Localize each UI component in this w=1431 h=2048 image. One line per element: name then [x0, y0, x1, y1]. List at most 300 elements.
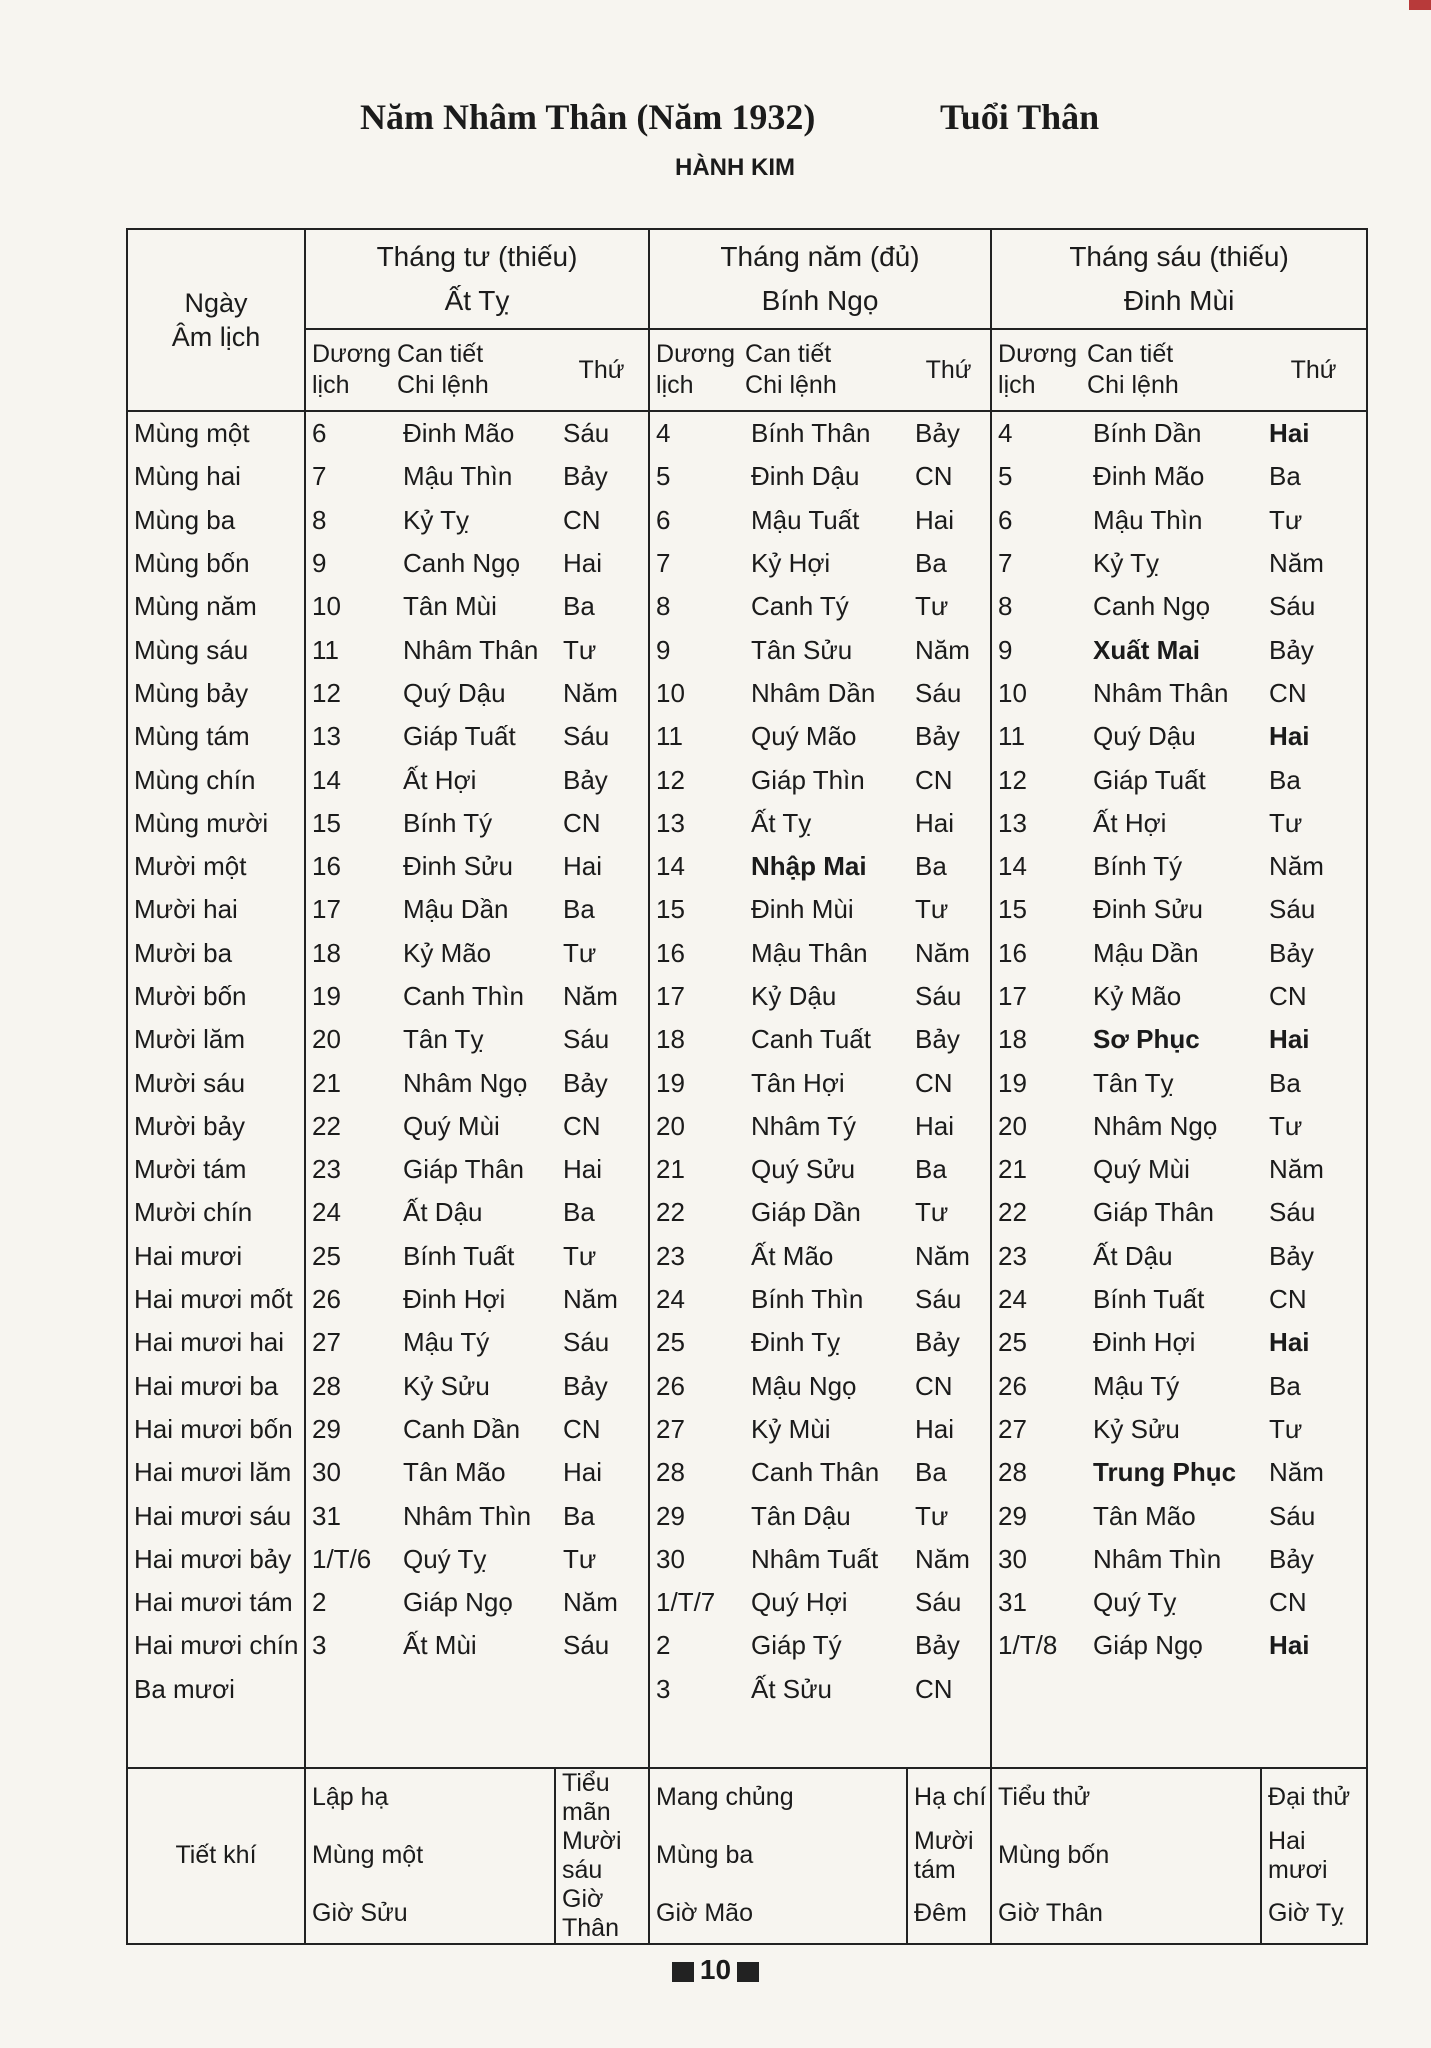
canchi: Kỷ Sửu	[403, 1370, 490, 1401]
solar-date: 7	[998, 548, 1013, 579]
canchi: Quý Tỵ	[1093, 1587, 1177, 1618]
weekday: Tư	[1261, 1408, 1367, 1451]
weekday: Sáu	[555, 1624, 649, 1667]
canchi: Nhâm Tý	[751, 1110, 857, 1141]
weekday: Sáu	[555, 1321, 649, 1364]
spacer-cell	[127, 1711, 305, 1768]
weekday: Sáu	[1261, 888, 1367, 931]
canchi: Đinh Sửu	[1093, 894, 1203, 925]
header-text: lịch	[656, 371, 694, 399]
weekday: Sáu	[907, 1278, 991, 1321]
solar-term-value: Hai mươi	[1261, 1827, 1367, 1885]
table-row	[127, 628, 1367, 671]
canchi: Nhâm Dần	[751, 677, 876, 708]
canchi: Giáp Tuất	[1093, 764, 1206, 795]
canchi: Giáp Thìn	[751, 764, 865, 795]
month-canchi: Bính Ngọ	[761, 285, 879, 316]
canchi: Bính Tý	[1093, 851, 1183, 882]
table-row	[127, 411, 1367, 455]
solar-term-row	[127, 1885, 1367, 1944]
solar-date: 14	[656, 851, 685, 882]
canchi: Mậu Tý	[403, 1327, 490, 1358]
canchi: Mậu Thân	[751, 937, 868, 968]
solar-date: 12	[998, 764, 1027, 795]
canchi: Tân Mùi	[403, 591, 497, 622]
weekday: Ba	[907, 845, 991, 888]
canchi: Đinh Tỵ	[751, 1327, 841, 1358]
solar-date: 30	[312, 1457, 341, 1488]
month-name: Tháng năm (đủ)	[720, 241, 920, 272]
canchi: Kỷ Mùi	[751, 1413, 831, 1444]
solar-date: 24	[656, 1284, 685, 1315]
weekday: Bảy	[1261, 628, 1367, 671]
lunar-day: Mùng bảy	[127, 672, 305, 715]
solar-term-value: Giờ Tỵ	[1261, 1885, 1367, 1944]
month-canchi: Đinh Mùi	[1123, 285, 1235, 316]
canchi: Mậu Tý	[1093, 1370, 1180, 1401]
solar-date: 20	[312, 1024, 341, 1055]
solar-date: 10	[998, 677, 1027, 708]
solar-date: 22	[312, 1110, 341, 1141]
lunar-day: Mười bốn	[127, 975, 305, 1018]
solar-term-value: Mùng ba	[649, 1827, 907, 1885]
weekday: Ba	[907, 542, 991, 585]
canchi: Canh Tuất	[751, 1024, 871, 1055]
weekday: Tư	[907, 888, 991, 931]
solar-date: 1/T/7	[656, 1587, 716, 1618]
header-text: lịch	[998, 371, 1036, 399]
solar-date: 30	[998, 1543, 1027, 1574]
canchi: Giáp Dần	[751, 1197, 861, 1228]
canchi: Kỷ Mão	[1093, 981, 1182, 1011]
weekday: Tư	[555, 1235, 649, 1278]
canchi: Ất Dậu	[403, 1197, 483, 1228]
footer-mark-right	[737, 1962, 759, 1982]
canchi: Đinh Mão	[1093, 461, 1205, 492]
solar-date: 2	[656, 1630, 671, 1661]
table-spacer	[127, 1711, 1367, 1768]
weekday: Ba	[907, 1148, 991, 1191]
solar-term-value: Lập hạ	[305, 1768, 555, 1827]
solar-date: 9	[656, 634, 671, 665]
weekday: Năm	[555, 672, 649, 715]
canchi: Ất Tỵ	[751, 807, 812, 838]
weekday: Bảy	[555, 455, 649, 498]
solar-term-value: Đại thử	[1261, 1768, 1367, 1827]
solar-date: 11	[656, 721, 684, 752]
solar-date: 10	[312, 591, 341, 622]
weekday: Ba	[1261, 758, 1367, 801]
canchi: Mậu Dần	[403, 894, 509, 925]
canchi	[391, 1668, 555, 1711]
solar-date: 20	[656, 1110, 685, 1141]
solar-date: 27	[998, 1413, 1027, 1444]
weekday: Bảy	[1261, 932, 1367, 975]
canchi: Giáp Thân	[403, 1154, 524, 1185]
month-canchi: Ất Tỵ	[444, 285, 510, 316]
solar-date: 29	[998, 1500, 1027, 1531]
weekday: Ba	[1261, 1061, 1367, 1104]
weekday: Bảy	[907, 1624, 991, 1667]
solar-date: 18	[998, 1024, 1027, 1055]
weekday: Năm	[1261, 542, 1367, 585]
weekday: Tư	[907, 1494, 991, 1537]
solar-date: 9	[998, 634, 1013, 665]
solar-date: 3	[312, 1630, 327, 1661]
weekday: Năm	[1261, 1148, 1367, 1191]
table-row	[127, 542, 1367, 585]
solar-term-value: Mười sáu	[555, 1827, 649, 1885]
canchi: Kỷ Mão	[403, 937, 492, 968]
solar-date: 11	[312, 634, 339, 665]
col-header-canchi	[1081, 329, 1261, 411]
table-row	[127, 715, 1367, 758]
canchi: Nhâm Ngọ	[403, 1067, 528, 1098]
weekday: Ba	[1261, 455, 1367, 498]
day-header-line2: Âm lịch	[171, 322, 261, 352]
table-row	[127, 1278, 1367, 1321]
table-row	[127, 585, 1367, 628]
canchi: Xuất Mai	[1093, 634, 1200, 665]
table-row	[127, 672, 1367, 715]
header-text: Chi lệnh	[397, 371, 489, 399]
lunar-day: Mùng năm	[127, 585, 305, 628]
col-header-weekday: Thứ	[907, 329, 991, 411]
solar-date: 25	[656, 1327, 685, 1358]
col-header-solar	[991, 329, 1081, 411]
lunar-day: Mười lăm	[127, 1018, 305, 1061]
solar-date: 6	[998, 504, 1013, 535]
weekday: Bảy	[907, 1321, 991, 1364]
weekday: CN	[555, 1105, 649, 1148]
solar-date: 13	[998, 807, 1027, 838]
weekday: Tư	[555, 628, 649, 671]
canchi: Canh Ngọ	[403, 548, 521, 579]
canchi: Nhâm Thìn	[403, 1500, 532, 1531]
canchi: Giáp Ngọ	[403, 1587, 513, 1618]
weekday: CN	[907, 455, 991, 498]
table-row	[127, 1321, 1367, 1364]
canchi: Ất Mão	[751, 1240, 834, 1271]
weekday: Ba	[555, 888, 649, 931]
header-text: Dương	[656, 340, 736, 368]
weekday: CN	[907, 1668, 991, 1711]
solar-date: 1/T/8	[998, 1630, 1058, 1661]
weekday: Ba	[555, 1494, 649, 1537]
solar-date: 21	[312, 1067, 341, 1098]
weekday: CN	[555, 1408, 649, 1451]
solar-date: 28	[998, 1457, 1027, 1488]
lunar-day: Mùng hai	[127, 455, 305, 498]
lunar-day: Mười tám	[127, 1148, 305, 1191]
solar-date: 6	[656, 504, 671, 535]
canchi: Ất Sửu	[751, 1673, 833, 1704]
solar-term-value: Giờ Thân	[991, 1885, 1261, 1944]
weekday: CN	[907, 758, 991, 801]
weekday: Tư	[907, 1191, 991, 1234]
canchi: Kỷ Tỵ	[403, 504, 469, 535]
solar-date: 26	[998, 1370, 1027, 1401]
weekday: Hai	[1261, 1018, 1367, 1061]
canchi: Nhâm Tuất	[751, 1543, 879, 1574]
canchi: Mậu Ngọ	[751, 1370, 857, 1401]
element-subtitle: HÀNH KIM	[675, 154, 795, 181]
solar-term-value: Đêm	[907, 1885, 991, 1944]
solar-term-value: Mùng một	[305, 1827, 555, 1885]
col-header-solar	[305, 329, 391, 411]
spacer-cell	[305, 1711, 391, 1768]
spacer-cell	[739, 1711, 907, 1768]
lunar-day: Hai mươi mốt	[127, 1278, 305, 1321]
canchi: Giáp Tý	[751, 1630, 842, 1661]
solar-date: 16	[656, 937, 685, 968]
canchi: Bính Thân	[751, 418, 871, 449]
solar-date: 15	[656, 894, 685, 925]
solar-date: 22	[998, 1197, 1027, 1228]
spacer-cell	[991, 1711, 1081, 1768]
lunar-day: Ba mươi	[127, 1668, 305, 1711]
canchi: Đinh Dậu	[751, 461, 860, 492]
solar-date: 26	[656, 1370, 685, 1401]
lunar-day: Mười chín	[127, 1191, 305, 1234]
canchi: Ất Dậu	[1093, 1240, 1173, 1271]
weekday: CN	[907, 1365, 991, 1408]
solar-date: 15	[312, 807, 341, 838]
weekday: Sáu	[907, 672, 991, 715]
month-name: Tháng sáu (thiếu)	[1069, 241, 1289, 272]
table-row	[127, 1148, 1367, 1191]
lunar-day: Mùng sáu	[127, 628, 305, 671]
solar-term-row	[127, 1768, 1367, 1827]
canchi: Canh Tý	[751, 591, 849, 622]
canchi: Ất Hợi	[1093, 807, 1167, 838]
solar-date: 16	[998, 937, 1027, 968]
lunar-day: Mùng tám	[127, 715, 305, 758]
age-title: Tuổi Thân	[940, 97, 1100, 137]
weekday	[1261, 1668, 1367, 1711]
col-header-solar	[649, 329, 739, 411]
page-number: 10	[699, 1954, 732, 1985]
solar-date: 18	[312, 937, 341, 968]
canchi: Canh Thân	[751, 1457, 880, 1488]
table-row	[127, 455, 1367, 498]
weekday: Năm	[907, 628, 991, 671]
weekday: Bảy	[555, 758, 649, 801]
month-name: Tháng tư (thiếu)	[376, 241, 578, 272]
weekday: Năm	[907, 1235, 991, 1278]
table-row	[127, 1624, 1367, 1667]
weekday: Năm	[555, 975, 649, 1018]
canchi: Đinh Mùi	[751, 894, 854, 925]
canchi: Kỷ Dậu	[751, 981, 837, 1011]
canchi: Tân Mão	[1093, 1500, 1196, 1531]
spacer-cell	[391, 1711, 555, 1768]
solar-term-label: Tiết khí	[127, 1768, 305, 1944]
solar-date: 3	[656, 1673, 671, 1704]
weekday: Tư	[1261, 802, 1367, 845]
canchi: Canh Thìn	[403, 981, 524, 1011]
table-row	[127, 1581, 1367, 1624]
solar-term-value: Giờ Mão	[649, 1885, 907, 1944]
canchi: Mậu Dần	[1093, 937, 1199, 968]
weekday: Sáu	[1261, 1191, 1367, 1234]
table-row	[127, 1061, 1367, 1104]
solar-date: 8	[656, 591, 671, 622]
weekday: Hai	[1261, 411, 1367, 455]
weekday: Hai	[907, 802, 991, 845]
canchi: Nhâm Thân	[403, 634, 539, 665]
spacer-cell	[555, 1711, 649, 1768]
weekday: Hai	[907, 1408, 991, 1451]
table-row	[127, 1451, 1367, 1494]
table-row	[127, 888, 1367, 931]
solar-date: 24	[998, 1284, 1027, 1315]
canchi: Đinh Mão	[403, 418, 515, 449]
solar-date: 24	[312, 1197, 341, 1228]
canchi: Quý Dậu	[403, 677, 506, 708]
page-title: Năm Nhâm Thân (Năm 1932)	[360, 97, 816, 137]
col-header-canchi	[391, 329, 555, 411]
table-row	[127, 1018, 1367, 1061]
weekday: Bảy	[907, 1018, 991, 1061]
solar-date: 31	[998, 1587, 1027, 1618]
canchi: Quý Hợi	[751, 1587, 848, 1618]
weekday: Hai	[555, 845, 649, 888]
solar-date: 15	[998, 894, 1027, 925]
table-row	[127, 499, 1367, 542]
table-row	[127, 1365, 1367, 1408]
solar-date	[305, 1668, 391, 1711]
table-row	[127, 1668, 1367, 1711]
col-header-canchi	[739, 329, 907, 411]
lunar-day: Mùng ba	[127, 499, 305, 542]
weekday: Hai	[555, 1148, 649, 1191]
canchi: Quý Dậu	[1093, 721, 1196, 752]
lunar-day: Hai mươi lăm	[127, 1451, 305, 1494]
solar-date: 5	[656, 461, 671, 492]
canchi: Quý Sửu	[751, 1154, 856, 1185]
canchi: Bính Dần	[1093, 418, 1202, 449]
canchi: Kỷ Tỵ	[1093, 548, 1160, 579]
solar-date: 28	[656, 1457, 685, 1488]
canchi: Bính Tuất	[403, 1240, 515, 1271]
weekday: Bảy	[555, 1061, 649, 1104]
col-header-weekday: Thứ	[1261, 329, 1367, 411]
canchi: Canh Dần	[403, 1413, 521, 1444]
weekday: Sáu	[907, 975, 991, 1018]
solar-date: 12	[312, 677, 341, 708]
weekday: Bảy	[555, 1365, 649, 1408]
month-header-6	[991, 229, 1367, 329]
lunar-day: Mười ba	[127, 932, 305, 975]
weekday: Tư	[555, 932, 649, 975]
solar-date: 28	[312, 1370, 341, 1401]
weekday: Hai	[1261, 1624, 1367, 1667]
weekday: Hai	[555, 1451, 649, 1494]
lunar-day-header	[127, 229, 305, 411]
lunar-day: Hai mươi sáu	[127, 1494, 305, 1537]
solar-date: 4	[998, 418, 1013, 449]
weekday: Năm	[555, 1581, 649, 1624]
weekday: Hai	[555, 542, 649, 585]
solar-date: 18	[656, 1024, 685, 1055]
canchi: Nhâm Ngọ	[1093, 1110, 1218, 1141]
canchi: Ất Hợi	[403, 764, 477, 795]
canchi: Kỷ Sửu	[1093, 1413, 1180, 1444]
canchi: Bính Tuất	[1093, 1284, 1205, 1315]
lunar-day: Mười bảy	[127, 1105, 305, 1148]
header-text: Chi lệnh	[745, 371, 837, 399]
table-row	[127, 1105, 1367, 1148]
weekday: Năm	[907, 1538, 991, 1581]
table-row	[127, 1235, 1367, 1278]
lunar-day: Hai mươi ba	[127, 1365, 305, 1408]
weekday: CN	[555, 499, 649, 542]
canchi: Mậu Thìn	[1093, 504, 1203, 535]
page-header	[0, 96, 1431, 181]
solar-date: 9	[312, 548, 327, 579]
weekday: CN	[1261, 1278, 1367, 1321]
canchi: Quý Mùi	[1093, 1154, 1190, 1185]
weekday: Năm	[1261, 845, 1367, 888]
table-row	[127, 802, 1367, 845]
footer-mark-left	[672, 1962, 694, 1982]
solar-term-value: Hạ chí	[907, 1768, 991, 1827]
month-header-4	[305, 229, 649, 329]
header-text: Dương	[312, 340, 391, 368]
weekday	[555, 1668, 649, 1711]
weekday: Năm	[907, 932, 991, 975]
weekday: Bảy	[1261, 1538, 1367, 1581]
solar-date: 25	[998, 1327, 1027, 1358]
weekday: CN	[1261, 672, 1367, 715]
canchi: Tân Tỵ	[1093, 1067, 1174, 1098]
lunar-day: Mùng mười	[127, 802, 305, 845]
table-row	[127, 932, 1367, 975]
lunar-day: Mùng chín	[127, 758, 305, 801]
solar-date: 12	[656, 764, 685, 795]
table-row	[127, 1494, 1367, 1537]
solar-date: 14	[998, 851, 1027, 882]
spacer-cell	[649, 1711, 739, 1768]
weekday: Bảy	[907, 715, 991, 758]
canchi: Đinh Hợi	[403, 1284, 506, 1315]
weekday: Ba	[555, 1191, 649, 1234]
header-text: lịch	[312, 371, 350, 399]
canchi: Quý Tỵ	[403, 1543, 487, 1574]
weekday: Hai	[907, 1105, 991, 1148]
solar-term-value: Tiểu mãn	[555, 1768, 649, 1827]
weekday: Hai	[1261, 715, 1367, 758]
lunar-day: Mười sáu	[127, 1061, 305, 1104]
lunar-day: Hai mươi bốn	[127, 1408, 305, 1451]
canchi: Nhập Mai	[751, 851, 867, 882]
solar-term-value: Giờ Thân	[555, 1885, 649, 1944]
lunar-day: Mười một	[127, 845, 305, 888]
weekday: Ba	[555, 585, 649, 628]
canchi: Ất Mùi	[403, 1630, 477, 1661]
solar-date: 17	[312, 894, 341, 925]
solar-date: 23	[998, 1240, 1027, 1271]
solar-date: 23	[312, 1154, 341, 1185]
solar-date: 14	[312, 764, 341, 795]
solar-date: 30	[656, 1543, 685, 1574]
solar-date: 19	[998, 1067, 1027, 1098]
solar-date: 6	[312, 418, 327, 449]
solar-date	[991, 1668, 1081, 1711]
col-header-weekday: Thứ	[555, 329, 649, 411]
solar-date: 20	[998, 1110, 1027, 1141]
